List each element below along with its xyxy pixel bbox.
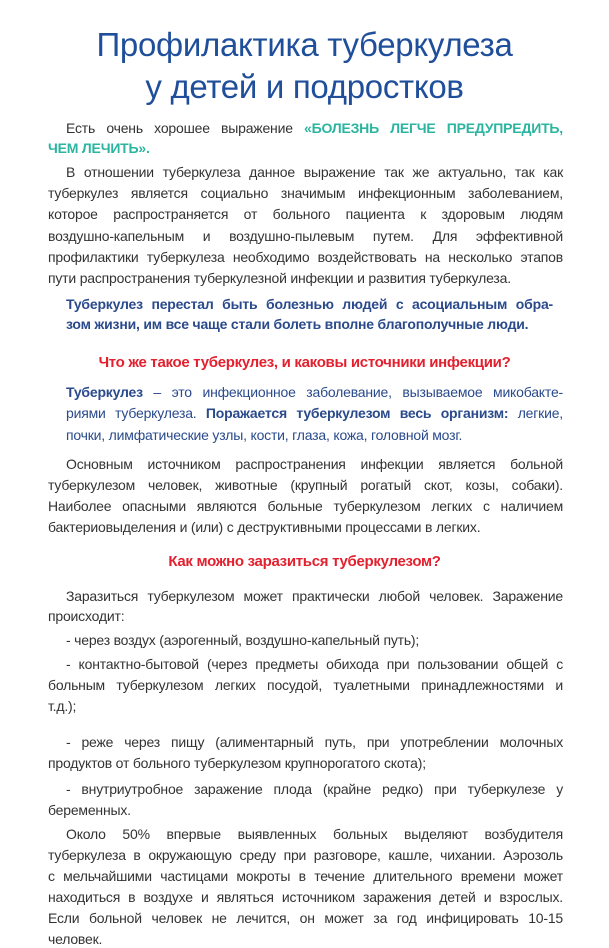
text-segment: - через воздух (аэрогенный, воздушно-капельный путь); (66, 632, 420, 648)
text-segment: - контактно-бытовой (через предметы обихода при пользовании общей с (66, 656, 563, 672)
emphasis-text: Туберкулез перестал быть болезнью людей с асоциальным обра- (66, 296, 553, 312)
text-segment: Если больной человек не лечится, он может за год инфицировать 10-15 (48, 910, 563, 926)
paragraph-10-line (48, 888, 563, 906)
paragraph-1-line (48, 248, 563, 266)
text-segment: Заразиться туберкулезом может практически любой человек. Заражение (66, 588, 563, 604)
paragraph-1-line (48, 227, 563, 245)
paragraph-8-line (48, 754, 426, 772)
text-segment: Наиболее опасными являются больные туберкулезом легких с наличием (48, 498, 563, 514)
highlighted-quote: ЧЕМ ЛЕЧИТЬ». (48, 140, 150, 156)
text-segment: Около 50% впервые выявленных больных выделяют возбудителя (66, 826, 563, 842)
paragraph-2-line (66, 315, 528, 333)
text-segment: туберкулезом человек, животные (крупный рогатый скот, козы, собаки). (48, 477, 563, 493)
text-segment: Есть очень хорошее выражение (66, 120, 305, 136)
page-title-line-2: у детей и подростков (145, 68, 464, 105)
paragraph-4-line (48, 518, 480, 536)
text-segment: туберкулеза в окружающую среду при разговоре, кашле, чихании. Аэрозоль (48, 847, 563, 863)
paragraph-1-line (48, 205, 563, 223)
text-segment: которое распространяется от больного пациента к здоровым людям (48, 206, 563, 223)
text-segment: человек. (48, 931, 103, 947)
paragraph-10-line (48, 846, 563, 864)
text-segment: т.д.); (48, 698, 77, 714)
paragraph-3-line (66, 383, 563, 401)
section-heading-what-is-tb: Что же такое туберкулез, и каковы источники инфекции? (98, 354, 511, 371)
paragraph-8-line (66, 733, 563, 751)
highlighted-quote: «БОЛЕЗНЬ ЛЕГЧЕ ПРЕДУПРЕДИТЬ, (304, 120, 563, 136)
text-segment: бактериовыделения и (или) с деструктивными процессами в легких. (48, 519, 481, 535)
paragraph-6-line (66, 631, 419, 649)
paragraph-7-line (48, 697, 76, 715)
paragraph-10-line (48, 909, 563, 927)
text-segment: - внутриутробное заражение плода (крайне редко) при туберкулезе у (66, 781, 563, 797)
paragraph-10-line (66, 825, 563, 843)
paragraph-2-line (66, 295, 553, 313)
paragraph-0-line (66, 119, 563, 137)
paragraph-7-line (48, 676, 563, 694)
section-heading-how-infected: Как можно заразиться туберкулезом? (168, 553, 441, 570)
paragraph-7-line (66, 655, 563, 673)
paragraph-4-line (66, 455, 563, 473)
paragraph-5-line (66, 587, 563, 605)
paragraph-9-line (66, 780, 563, 798)
paragraph-4-line (48, 497, 563, 515)
emphasis-text: Туберкулез (66, 384, 143, 400)
paragraph-0-line (48, 139, 150, 157)
paragraph-10-line (48, 930, 102, 948)
paragraph-1-line (66, 163, 563, 181)
text-segment: легкие, (508, 405, 563, 422)
text-segment: профилактики туберкулеза необходимо воздействовать на несколько этапов (48, 248, 563, 265)
text-segment: продуктов от больного туберкулезом крупнорогатого скота); (48, 755, 426, 771)
paragraph-9-line (48, 801, 131, 819)
paragraph-5-line (48, 607, 124, 625)
text-segment: туберкулез является социально значимым инфекционным заболеванием, (48, 185, 563, 202)
paragraph-4-line (48, 476, 563, 494)
text-segment: с мельчайшими частицами мокроты в течение длительного времени может (48, 868, 563, 884)
paragraph-3-line (66, 426, 462, 444)
emphasis-text: зом жизни, им все чаще стали болеть вполне благополучные люди. (66, 316, 529, 332)
text-segment: воздушно-капельным и воздушно-пылевым путем. Для эффективной (48, 227, 563, 244)
text-segment: риями туберкулеза. (66, 405, 206, 422)
text-segment: больным туберкулезом легких посудой, туалетными принадлежностями и (48, 677, 563, 693)
paragraph-1-line (48, 184, 563, 202)
emphasis-text: Поражается туберкулезом весь организм: (205, 405, 509, 422)
text-segment: происходит: (48, 608, 125, 624)
text-segment: В отношении туберкулеза данное выражение так же актуально, так как (66, 164, 563, 180)
paragraph-1-line (48, 269, 511, 287)
text-segment: находиться в воздухе и являться источником заражения детей и взрослых. (48, 889, 563, 905)
text-segment: почки, лимфатические узлы, кости, глаза, кожа, головной мозг. (66, 426, 463, 443)
text-segment: беременных. (48, 802, 131, 818)
text-segment: Основным источником распространения инфекции является больной (66, 456, 563, 472)
paragraph-3-line (66, 404, 563, 422)
paragraph-10-line (48, 867, 563, 885)
text-segment: – это инфекционное заболевание, вызываемое микобакте- (142, 384, 563, 400)
page-title-line-1: Профилактика туберкулеза (96, 26, 513, 63)
text-segment: пути распространения туберкулезной инфекции и развития туберкулеза. (48, 270, 511, 286)
text-segment: - реже через пищу (алиментарный путь, при употреблении молочных (66, 734, 563, 750)
